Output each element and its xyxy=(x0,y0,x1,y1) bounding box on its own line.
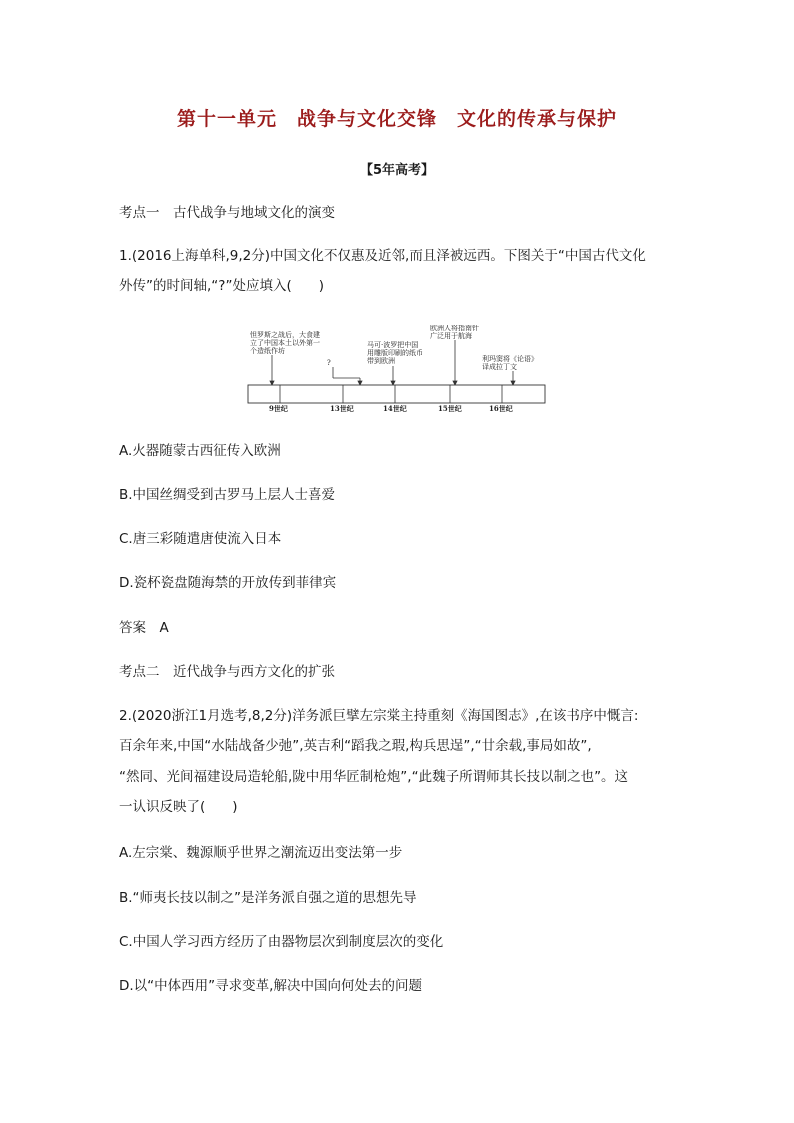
timeline-tick-14th-century: 14世纪 xyxy=(383,404,407,413)
question-1-option-b: B.中国丝绸受到古罗马上层人士喜爱 xyxy=(119,487,336,503)
question-1-option-c: C.唐三彩随遣唐使流入日本 xyxy=(119,531,282,547)
timeline-svg xyxy=(245,325,550,415)
timeline-annotation-1-line-1: 怛罗斯之战后，大食建 xyxy=(250,331,320,339)
question-2-stem-line-1: 2.(2020浙江1月选考,8,2分)洋务派巨擘左宗棠主持重刻《海国图志》,在该书序中慨言: xyxy=(119,708,639,724)
timeline-annotation-3-line-3: 带到欧洲 xyxy=(367,357,395,365)
question-2-option-b: B.“师夷长技以制之”是洋务派自强之道的思想先导 xyxy=(119,890,417,906)
timeline-tick-9th-century: 9世纪 xyxy=(269,404,288,413)
timeline-tick-15th-century: 15世纪 xyxy=(438,404,462,413)
timeline-annotation-1-line-2: 立了中国本土以外第一 xyxy=(250,339,320,347)
question-2-stem-line-3: “然同、光间福建设局造轮船,陇中用华匠制枪炮”,“此魏子所谓师其长技以制之也”。这 xyxy=(119,769,629,785)
timeline-arrowhead-5 xyxy=(511,381,515,385)
question-2-option-a: A.左宗棠、魏源顺乎世界之潮流迈出变法第一步 xyxy=(119,845,403,861)
timeline-axis-bar xyxy=(248,385,545,403)
question-1-option-a: A.火器随蒙古西征传入欧洲 xyxy=(119,443,281,459)
timeline-figure xyxy=(245,325,550,415)
question-1-stem-line-2: 外传”的时间轴,“?”处应填入( ) xyxy=(119,278,324,294)
question-1-stem-line-1: 1.(2016上海单科,9,2分)中国文化不仅惠及近邻,而且泽被远西。下图关于“中国古代文化 xyxy=(119,248,646,264)
timeline-arrowhead-3 xyxy=(391,381,395,385)
timeline-tick-16th-century: 16世纪 xyxy=(489,404,513,413)
timeline-annotation-3-line-2: 用雕版印刷的纸币 xyxy=(367,349,423,357)
timeline-annotation-5-line-2: 译成拉丁文 xyxy=(482,363,517,371)
timeline-arrowhead-4 xyxy=(453,381,457,385)
section-heading-1: 考点一 古代战争与地域文化的演变 xyxy=(119,205,335,221)
timeline-arrowhead-2 xyxy=(358,381,362,385)
section-subtitle: 【5年高考】 xyxy=(359,163,435,178)
question-2-option-c: C.中国人学习西方经历了由器物层次到制度层次的变化 xyxy=(119,934,444,950)
question-1-option-d: D.瓷杯瓷盘随海禁的开放传到菲律宾 xyxy=(119,575,337,591)
timeline-annotation-1-line-3: 个造纸作坊 xyxy=(250,347,285,355)
timeline-annotation-5-line-1: 利玛窦将《论语》 xyxy=(482,355,538,363)
question-2-option-d: D.以“中体西用”寻求变革,解决中国向何处去的问题 xyxy=(119,978,422,994)
question-2-stem-line-2: 百余年来,中国“水陆战备少弛”,英吉利“蹈我之瑕,构兵思逞”,“廿余载,事局如故”, xyxy=(119,738,592,754)
timeline-annotation-4-line-2: 广泛用于航海 xyxy=(430,332,472,340)
question-1-answer: 答案 A xyxy=(119,620,169,636)
section-heading-2: 考点二 近代战争与西方文化的扩张 xyxy=(119,664,335,680)
question-2-stem-line-4: 一认识反映了( ) xyxy=(119,799,238,815)
timeline-arrowhead-1 xyxy=(270,381,274,385)
timeline-annotation-2-question-mark: ? xyxy=(327,359,331,367)
timeline-tick-13th-century: 13世纪 xyxy=(330,404,354,413)
timeline-annotation-3-line-1: 马可·波罗把中国 xyxy=(367,341,419,349)
unit-title: 第十一单元 战争与文化交锋 文化的传承与保护 xyxy=(176,108,617,130)
timeline-annotation-4-line-1: 欧洲人将指南针 xyxy=(430,325,479,332)
